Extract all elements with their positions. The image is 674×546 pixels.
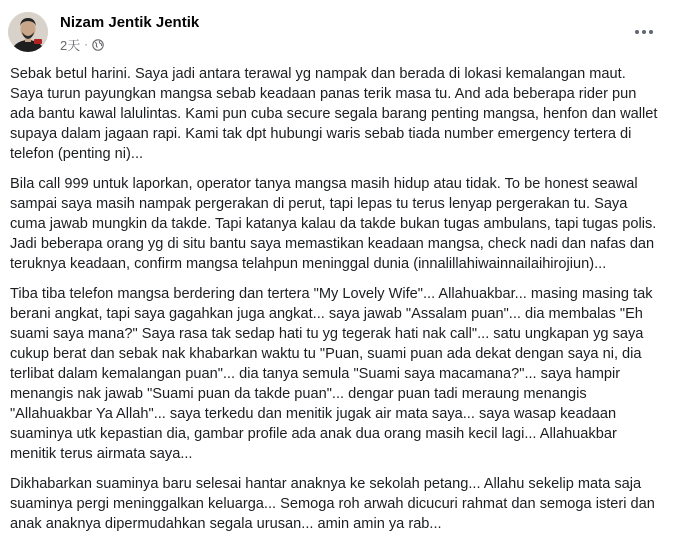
meta-separator: · (84, 38, 88, 51)
post-paragraph: Dikhabarkan suaminya baru selesai hantar anaknya ke sekolah petang... Allahu sekelip mata saja suaminya pergi meninggalkan keluarga... Semoga roh arwah dicucuri rahmat dan semoga isteri dan anak anaknya dipermudahkan segala urusan... amin amin ya rab... (10, 476, 655, 532)
post-body (10, 64, 662, 544)
more-options-icon (635, 30, 639, 34)
author-name[interactable]: Nizam Jentik Jentik (60, 14, 200, 31)
more-options-icon-dot (642, 30, 646, 34)
avatar[interactable] (8, 12, 48, 52)
globe-icon[interactable] (92, 39, 104, 51)
more-options-icon-dot (649, 30, 653, 34)
post-paragraph: Sebak betul harini. Saya jadi antara terawal yg nampak dan berada di lokasi kemalangan maut. Saya turun payungkan mangsa sebab keadaan panas terik masa tu. And ada beberapa rider pun ada bantu kawal lalulintas. Kami pun cuba secure segala barang penting mangsa, henfon dan wallet supaya dalam jagaan rapi. Kami tak dpt hubungi waris sebab tiada number emergency tertera di telefon (penting ni)... (10, 66, 658, 162)
post-header (8, 8, 674, 56)
post-timestamp[interactable]: 2天 (60, 38, 81, 53)
more-options-button[interactable] (630, 18, 658, 46)
avatar-image (8, 12, 48, 52)
post-meta (60, 35, 104, 54)
post-paragraph: Tiba tiba telefon mangsa berdering dan tertera "My Lovely Wife"... Allahuakbar... masing masing tak berani angkat, tapi saya gagahkan juga angkat... saya jawab "Assalam puan"... dia membalas "Eh suami saya mana?" Saya rasa tak sedap hati tu yg tegerak hati nak call"... satu ungkapan yg saya cukup berat dan sebak nak khabarkan waktu tu "Puan, suami puan ada dekat dengan saya ni, dia terlibat dalam kemalangan puan"... dia tanya semula "Suami saya macamana?"... saya hampir menangis nak jawab "Suami puan da takde puan"... dengar puan tadi meraung menangis "Allahuakbar Ya Allah"... saya terkedu dan menitik jugak air mata saya... saya wasap keadaan suaminya utk kepastian dia, gambar profile ada anak dua orang masih kecil lagi... Allahuakbar menitik terus airmata saya... (10, 286, 653, 462)
post-paragraph: Bila call 999 untuk laporkan, operator tanya mangsa masih hidup atau tidak. To be honest seawal sampai saya masih nampak pergerakan di perut, tapi lepas tu terus lenyap pergerakan tu. Saya cuma jawab mungkin da takde. Tapi katanya kalau da takde bukan tugas ambulans, tapi tugas polis. Jadi beberapa orang yg di situ bantu saya memastikan keadaan mangsa, check nadi dan nafas dan teruknya keadaan, confirm mangsa telahpun meninggal dunia (innalillahiwainnailaihirojiun)... (10, 176, 657, 272)
